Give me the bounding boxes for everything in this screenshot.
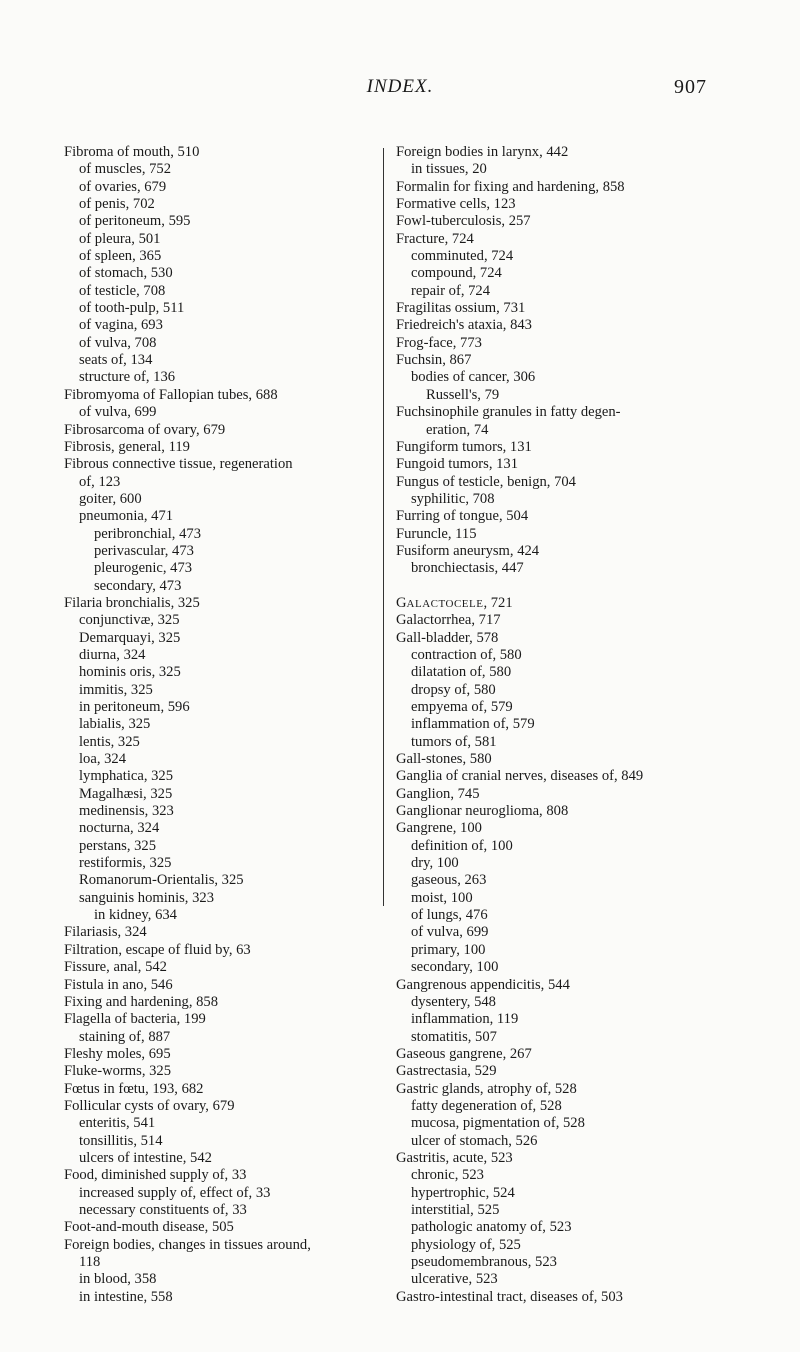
index-subentry: of vulva, 699 <box>79 404 157 421</box>
index-subentry: primary, 100 <box>411 941 486 958</box>
index-entry: Formalin for fixing and hardening, 858 <box>396 178 625 195</box>
index-subentry: in blood, 358 <box>79 1271 157 1288</box>
page-number: 907 <box>674 76 707 98</box>
index-subentry: ulcer of stomach, 526 <box>411 1132 538 1149</box>
index-subentry: goiter, 600 <box>79 490 142 507</box>
index-subentry: inflammation of, 579 <box>411 716 535 733</box>
index-subentry: of testicle, 708 <box>79 282 166 299</box>
index-entry: Foot-and-mouth disease, 505 <box>64 1219 234 1236</box>
index-entry: Fixing and hardening, 858 <box>64 993 219 1010</box>
index-subentry: of ovaries, 679 <box>79 178 167 195</box>
index-subentry: dropsy of, 580 <box>411 681 496 698</box>
index-subentry: of vulva, 699 <box>411 924 489 941</box>
index-subentry: dry, 100 <box>411 855 459 872</box>
index-entry: Ganglionar neuroglioma, 808 <box>396 803 569 820</box>
index-entry: Fœtus in fœtu, 193, 682 <box>64 1080 204 1097</box>
index-subentry: pathologic anatomy of, 523 <box>411 1219 572 1236</box>
index-entry: Fibrous connective tissue, regeneration <box>64 456 293 473</box>
index-subentry: in peritoneum, 596 <box>79 699 190 715</box>
index-subentry: necessary constituents of, 33 <box>79 1201 247 1218</box>
index-subentry: lymphatica, 325 <box>79 768 174 785</box>
index-subentry: comminuted, 724 <box>411 248 514 265</box>
index-subentry: sanguinis hominis, 323 <box>79 889 214 906</box>
index-subentry: contraction of, 580 <box>411 646 522 663</box>
index-subentry: tonsillitis, 514 <box>79 1132 163 1149</box>
index-subentry: secondary, 100 <box>411 959 499 976</box>
index-subentry: restiformis, 325 <box>79 855 172 872</box>
index-subentry: Russell's, 79 <box>426 386 500 403</box>
index-subentry: empyema of, 579 <box>411 699 513 715</box>
index-column-right <box>396 144 766 1306</box>
index-entry: Furuncle, 115 <box>396 525 477 542</box>
index-subentry: of lungs, 476 <box>411 907 488 924</box>
index-subentry: mucosa, pigmentation of, 528 <box>411 1115 585 1132</box>
index-entry: Gall-bladder, 578 <box>396 629 499 646</box>
index-entry: Fibromyoma of Fallopian tubes, 688 <box>64 386 278 403</box>
index-subentry: perstans, 325 <box>79 837 157 854</box>
index-entry: Filtration, escape of fluid by, 63 <box>64 941 251 958</box>
index-entry: Gangrene, 100 <box>396 820 482 837</box>
index-subentry: in kidney, 634 <box>94 907 177 924</box>
index-subentry: of vulva, 708 <box>79 334 157 351</box>
index-subentry: stomatitis, 507 <box>411 1028 497 1045</box>
index-entry: Filariasis, 324 <box>64 924 147 941</box>
index-entry: Fungiform tumors, 131 <box>396 438 532 455</box>
index-subentry: secondary, 473 <box>94 577 182 594</box>
index-subentry: of spleen, 365 <box>79 248 162 265</box>
index-entry: Gastritis, acute, 523 <box>396 1149 513 1166</box>
index-column-left <box>64 144 364 1306</box>
index-subentry: medinensis, 323 <box>79 803 174 820</box>
index-subentry: pseudomembranous, 523 <box>411 1254 557 1270</box>
index-entry: Fungoid tumors, 131 <box>396 456 519 473</box>
index-subentry: nocturna, 324 <box>79 820 160 837</box>
index-subentry: labialis, 325 <box>79 716 151 733</box>
index-subentry: of, 123 <box>79 473 121 490</box>
index-subentry: ulcerative, 523 <box>411 1271 498 1288</box>
index-entry: Foreign bodies in larynx, 442 <box>396 144 569 160</box>
index-subentry: Demarquayi, 325 <box>79 629 181 646</box>
index-subentry: lentis, 325 <box>79 733 140 750</box>
index-entry: Gastric glands, atrophy of, 528 <box>396 1080 577 1097</box>
index-subentry: ulcers of intestine, 542 <box>79 1149 212 1166</box>
index-entry: Fibrosarcoma of ovary, 679 <box>64 421 226 438</box>
index-entry: Fissure, anal, 542 <box>64 959 167 976</box>
index-subentry: of pleura, 501 <box>79 230 161 247</box>
index-entry: Filaria bronchialis, 325 <box>64 594 200 611</box>
index-subentry: compound, 724 <box>411 265 502 282</box>
index-subentry: hypertrophic, 524 <box>411 1184 515 1201</box>
index-subentry: eration, 74 <box>426 421 489 438</box>
index-subentry: bronchiectasis, 447 <box>411 560 524 577</box>
index-subentry: enteritis, 541 <box>79 1115 156 1132</box>
index-entry: Follicular cysts of ovary, 679 <box>64 1097 235 1114</box>
index-subentry: peribronchial, 473 <box>94 525 201 542</box>
index-subentry: definition of, 100 <box>411 837 513 854</box>
index-subentry: structure of, 136 <box>79 369 176 386</box>
index-subentry: gaseous, 263 <box>411 872 487 889</box>
index-entry: Ganglion, 745 <box>396 785 480 802</box>
index-entry: Gaseous gangrene, 267 <box>396 1045 532 1062</box>
index-entry: Friedreich's ataxia, 843 <box>396 317 532 334</box>
index-subentry: immitis, 325 <box>79 681 153 698</box>
index-entry: Fluke-worms, 325 <box>64 1063 172 1080</box>
index-subentry: inflammation, 119 <box>411 1011 519 1028</box>
index-entry: Food, diminished supply of, 33 <box>64 1167 247 1184</box>
index-entry: Fuchsin, 867 <box>396 352 472 369</box>
index-entry: Fungus of testicle, benign, 704 <box>396 473 576 490</box>
index-entry: Fistula in ano, 546 <box>64 976 173 993</box>
index-subentry: tumors of, 581 <box>411 733 497 750</box>
index-subentry: increased supply of, effect of, 33 <box>79 1184 271 1201</box>
index-subentry: staining of, 887 <box>79 1028 171 1045</box>
index-entry: Furring of tongue, 504 <box>396 508 529 525</box>
index-subentry: chronic, 523 <box>411 1167 484 1184</box>
index-subentry: hominis oris, 325 <box>79 664 181 681</box>
index-entry: Fusiform aneurysm, 424 <box>396 542 540 559</box>
index-subentry: diurna, 324 <box>79 646 146 663</box>
index-entry: Fibrosis, general, 119 <box>64 438 190 455</box>
index-subentry: fatty degeneration of, 528 <box>411 1097 562 1114</box>
index-entry: Fragilitas ossium, 731 <box>396 300 526 317</box>
index-entry: Fleshy moles, 695 <box>64 1045 171 1062</box>
index-subentry: perivascular, 473 <box>94 542 194 559</box>
index-subentry: syphilitic, 708 <box>411 490 495 507</box>
index-subentry: bodies of cancer, 306 <box>411 369 536 386</box>
index-entry: Ganglia of cranial nerves, diseases of, 849 <box>396 768 644 785</box>
index-entry: Fibroma of mouth, 510 <box>64 144 200 160</box>
index-entry: Fowl-tuberculosis, 257 <box>396 213 531 230</box>
index-subentry: dysentery, 548 <box>411 993 496 1010</box>
index-subentry: Romanorum-Orientalis, 325 <box>79 872 244 889</box>
index-subentry: seats of, 134 <box>79 352 153 369</box>
index-subentry: repair of, 724 <box>411 282 491 299</box>
index-entry: Gastro-intestinal tract, diseases of, 503 <box>396 1288 623 1305</box>
index-subentry: of peritoneum, 595 <box>79 213 191 230</box>
index-subentry: pleurogenic, 473 <box>94 560 193 577</box>
index-entry: Galactorrhea, 717 <box>396 612 501 629</box>
index-subentry: loa, 324 <box>79 751 127 768</box>
index-subentry: 118 <box>79 1254 101 1270</box>
index-subentry: of muscles, 752 <box>79 161 172 178</box>
index-subentry: of vagina, 693 <box>79 317 163 334</box>
running-head: INDEX. <box>366 76 434 97</box>
column-divider <box>383 148 384 906</box>
index-subentry: of stomach, 530 <box>79 265 173 282</box>
index-entry: Foreign bodies, changes in tissues around, <box>64 1236 311 1253</box>
index-entry: Flagella of bacteria, 199 <box>64 1011 206 1028</box>
index-subentry: moist, 100 <box>411 889 473 906</box>
index-entry: Gangrenous appendicitis, 544 <box>396 976 570 993</box>
index-entry: Gall-stones, 580 <box>396 751 492 768</box>
page-header <box>0 76 800 106</box>
index-subentry: in intestine, 558 <box>79 1288 173 1305</box>
index-subentry: of tooth-pulp, 511 <box>79 300 185 317</box>
index-entry: GALACTOCELE, 721 <box>396 594 513 611</box>
index-entry: Gastrectasia, 529 <box>396 1063 497 1080</box>
index-entry: Formative cells, 123 <box>396 196 516 213</box>
index-subentry: pneumonia, 471 <box>79 508 174 525</box>
index-subentry: of penis, 702 <box>79 196 155 213</box>
index-subentry: Magalhæsi, 325 <box>79 785 173 802</box>
index-subentry: conjunctivæ, 325 <box>79 612 180 629</box>
index-entry: Frog-face, 773 <box>396 334 482 351</box>
index-subentry: in tissues, 20 <box>411 161 487 178</box>
index-subentry: dilatation of, 580 <box>411 664 512 681</box>
index-subentry: physiology of, 525 <box>411 1236 521 1253</box>
index-entry <box>396 578 766 595</box>
index-entry: Fuchsinophile granules in fatty degen- <box>396 404 621 421</box>
index-entry: Fracture, 724 <box>396 230 474 247</box>
index-subentry: interstitial, 525 <box>411 1201 500 1218</box>
